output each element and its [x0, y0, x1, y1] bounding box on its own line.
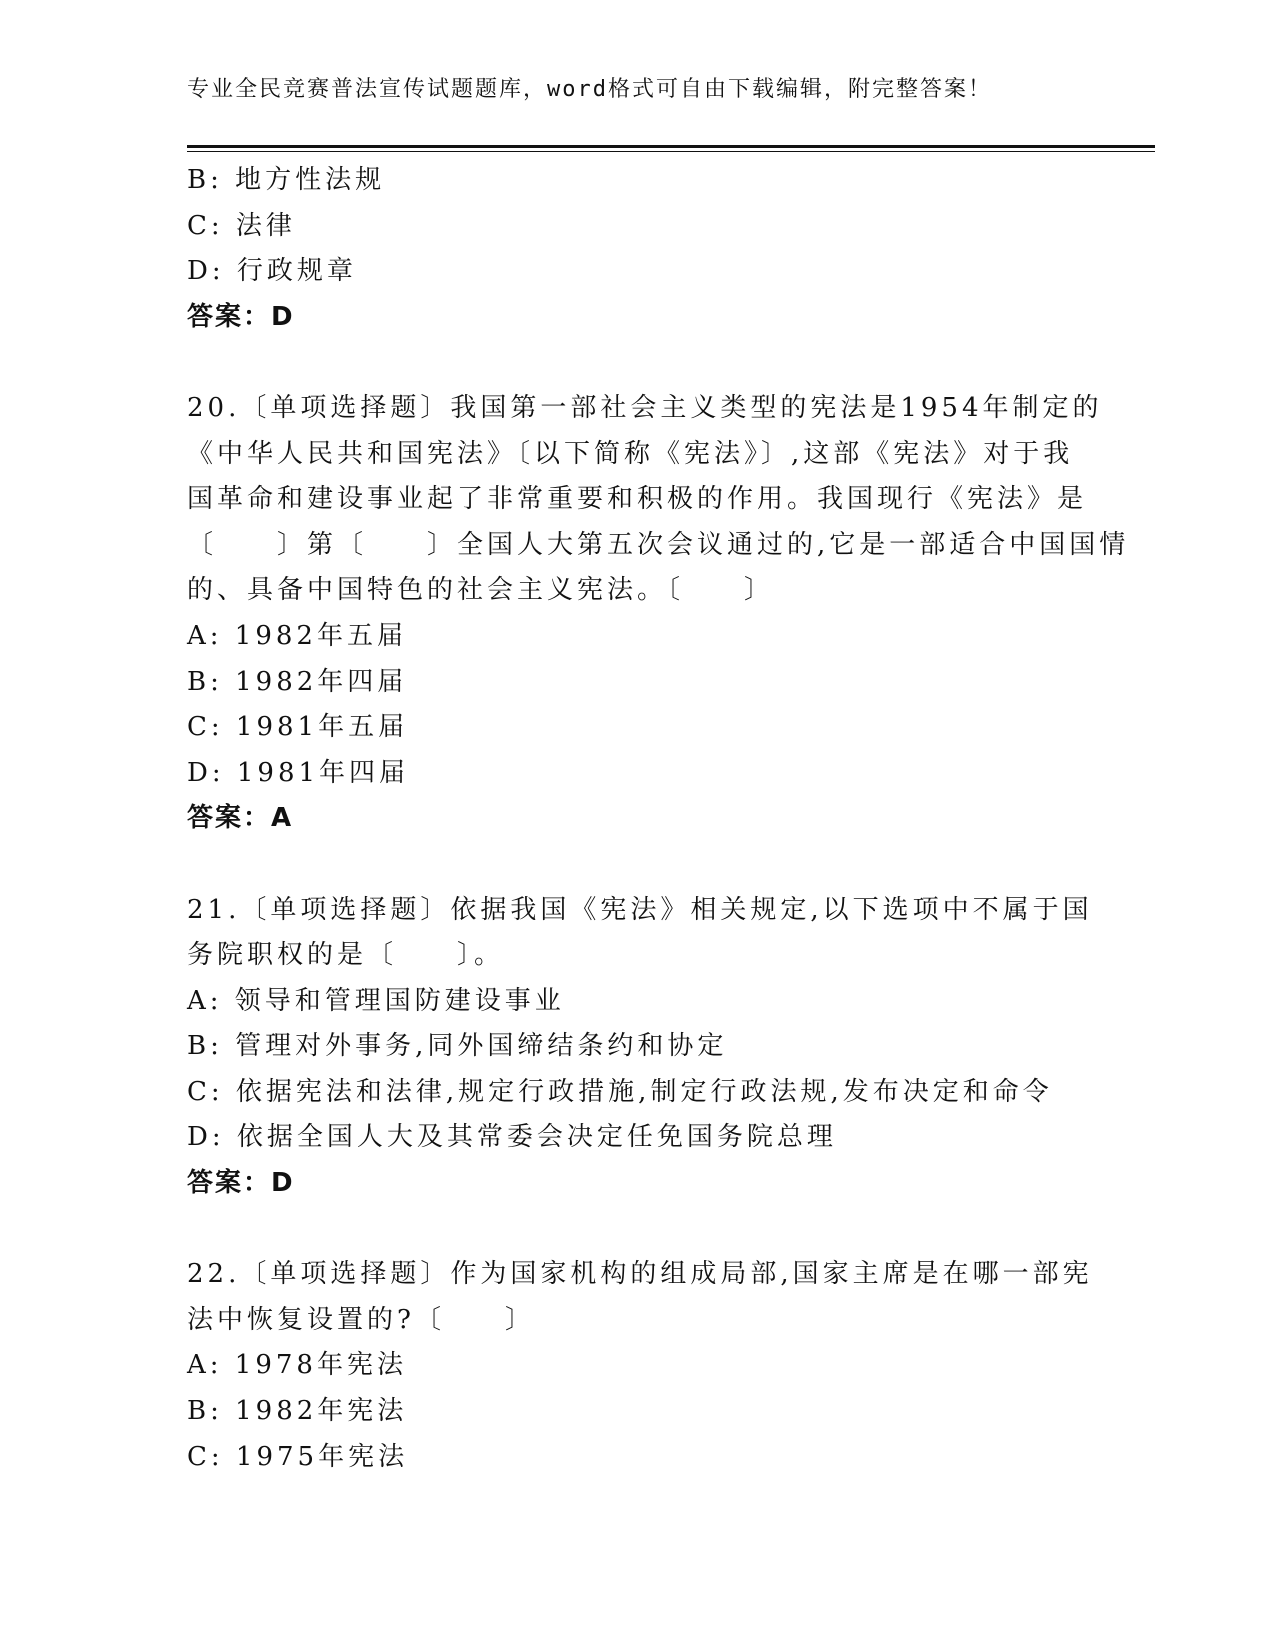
option-d: D: 行政规章: [187, 256, 357, 287]
option-d: D: 1981年四届: [187, 757, 410, 788]
question-21: [187, 888, 1093, 1207]
question-19-continuation: [187, 158, 1087, 340]
question-stem-line: 《中华人民共和国宪法》〔以下简称《宪法》〕,这部《宪法》对于我: [187, 438, 1074, 469]
question-stem-line: 法中恢复设置的?〔 〕: [187, 1304, 535, 1335]
option-a: A: 1978年宪法: [187, 1350, 407, 1381]
question-stem-line: 22.〔单项选择题〕作为国家机构的组成局部,国家主席是在哪一部宪: [187, 1259, 1093, 1290]
option-c: C: 1981年五届: [187, 712, 409, 743]
option-c: C: 依据宪法和法律,规定行政措施,制定行政法规,发布决定和命令: [187, 1076, 1053, 1107]
option-c: C: 1975年宪法: [187, 1441, 409, 1472]
option-c: C: 法律: [187, 210, 296, 241]
answer: 答案：A: [187, 803, 294, 834]
question-stem-line: 的、具备中国特色的社会主义宪法。〔 〕: [187, 575, 775, 606]
header-rule-thin: [187, 151, 1155, 152]
header-rule-thick: [187, 145, 1155, 148]
option-b: B: 1982年四届: [187, 666, 408, 697]
question-22: [187, 1252, 1093, 1480]
option-b: B: 1982年宪法: [187, 1396, 408, 1427]
option-d: D: 依据全国人大及其常委会决定任免国务院总理: [187, 1122, 837, 1153]
page-header: 专业全民竞赛普法宣传试题题库，word格式可自由下载编辑，附完整答案！: [187, 77, 992, 102]
option-a: A: 领导和管理国防建设事业: [187, 985, 565, 1016]
question-stem-line: 21.〔单项选择题〕依据我国《宪法》相关规定,以下选项中不属于国: [187, 894, 1093, 925]
spacer: [187, 340, 1087, 386]
question-stem-line: 〔 〕第〔 〕全国人大第五次会议通过的,它是一部适合中国国情: [187, 529, 1130, 560]
option-b: B: 管理对外事务,同外国缔结条约和协定: [187, 1031, 728, 1062]
document-body: [187, 158, 1130, 1480]
spacer: [187, 842, 1087, 888]
question-stem-line: 国革命和建设事业起了非常重要和积极的作用。我国现行《宪法》是: [187, 484, 1088, 515]
question-stem-line: 20.〔单项选择题〕我国第一部社会主义类型的宪法是1954年制定的: [187, 392, 1103, 423]
option-a: A: 1982年五届: [187, 620, 407, 651]
option-b: B: 地方性法规: [187, 165, 386, 195]
answer: 答案：D: [187, 1168, 295, 1199]
question-stem-line: 务院职权的是〔 〕。: [187, 940, 505, 971]
spacer: [187, 1207, 1087, 1253]
question-20: [187, 386, 1130, 842]
answer: 答案：D: [187, 301, 295, 332]
